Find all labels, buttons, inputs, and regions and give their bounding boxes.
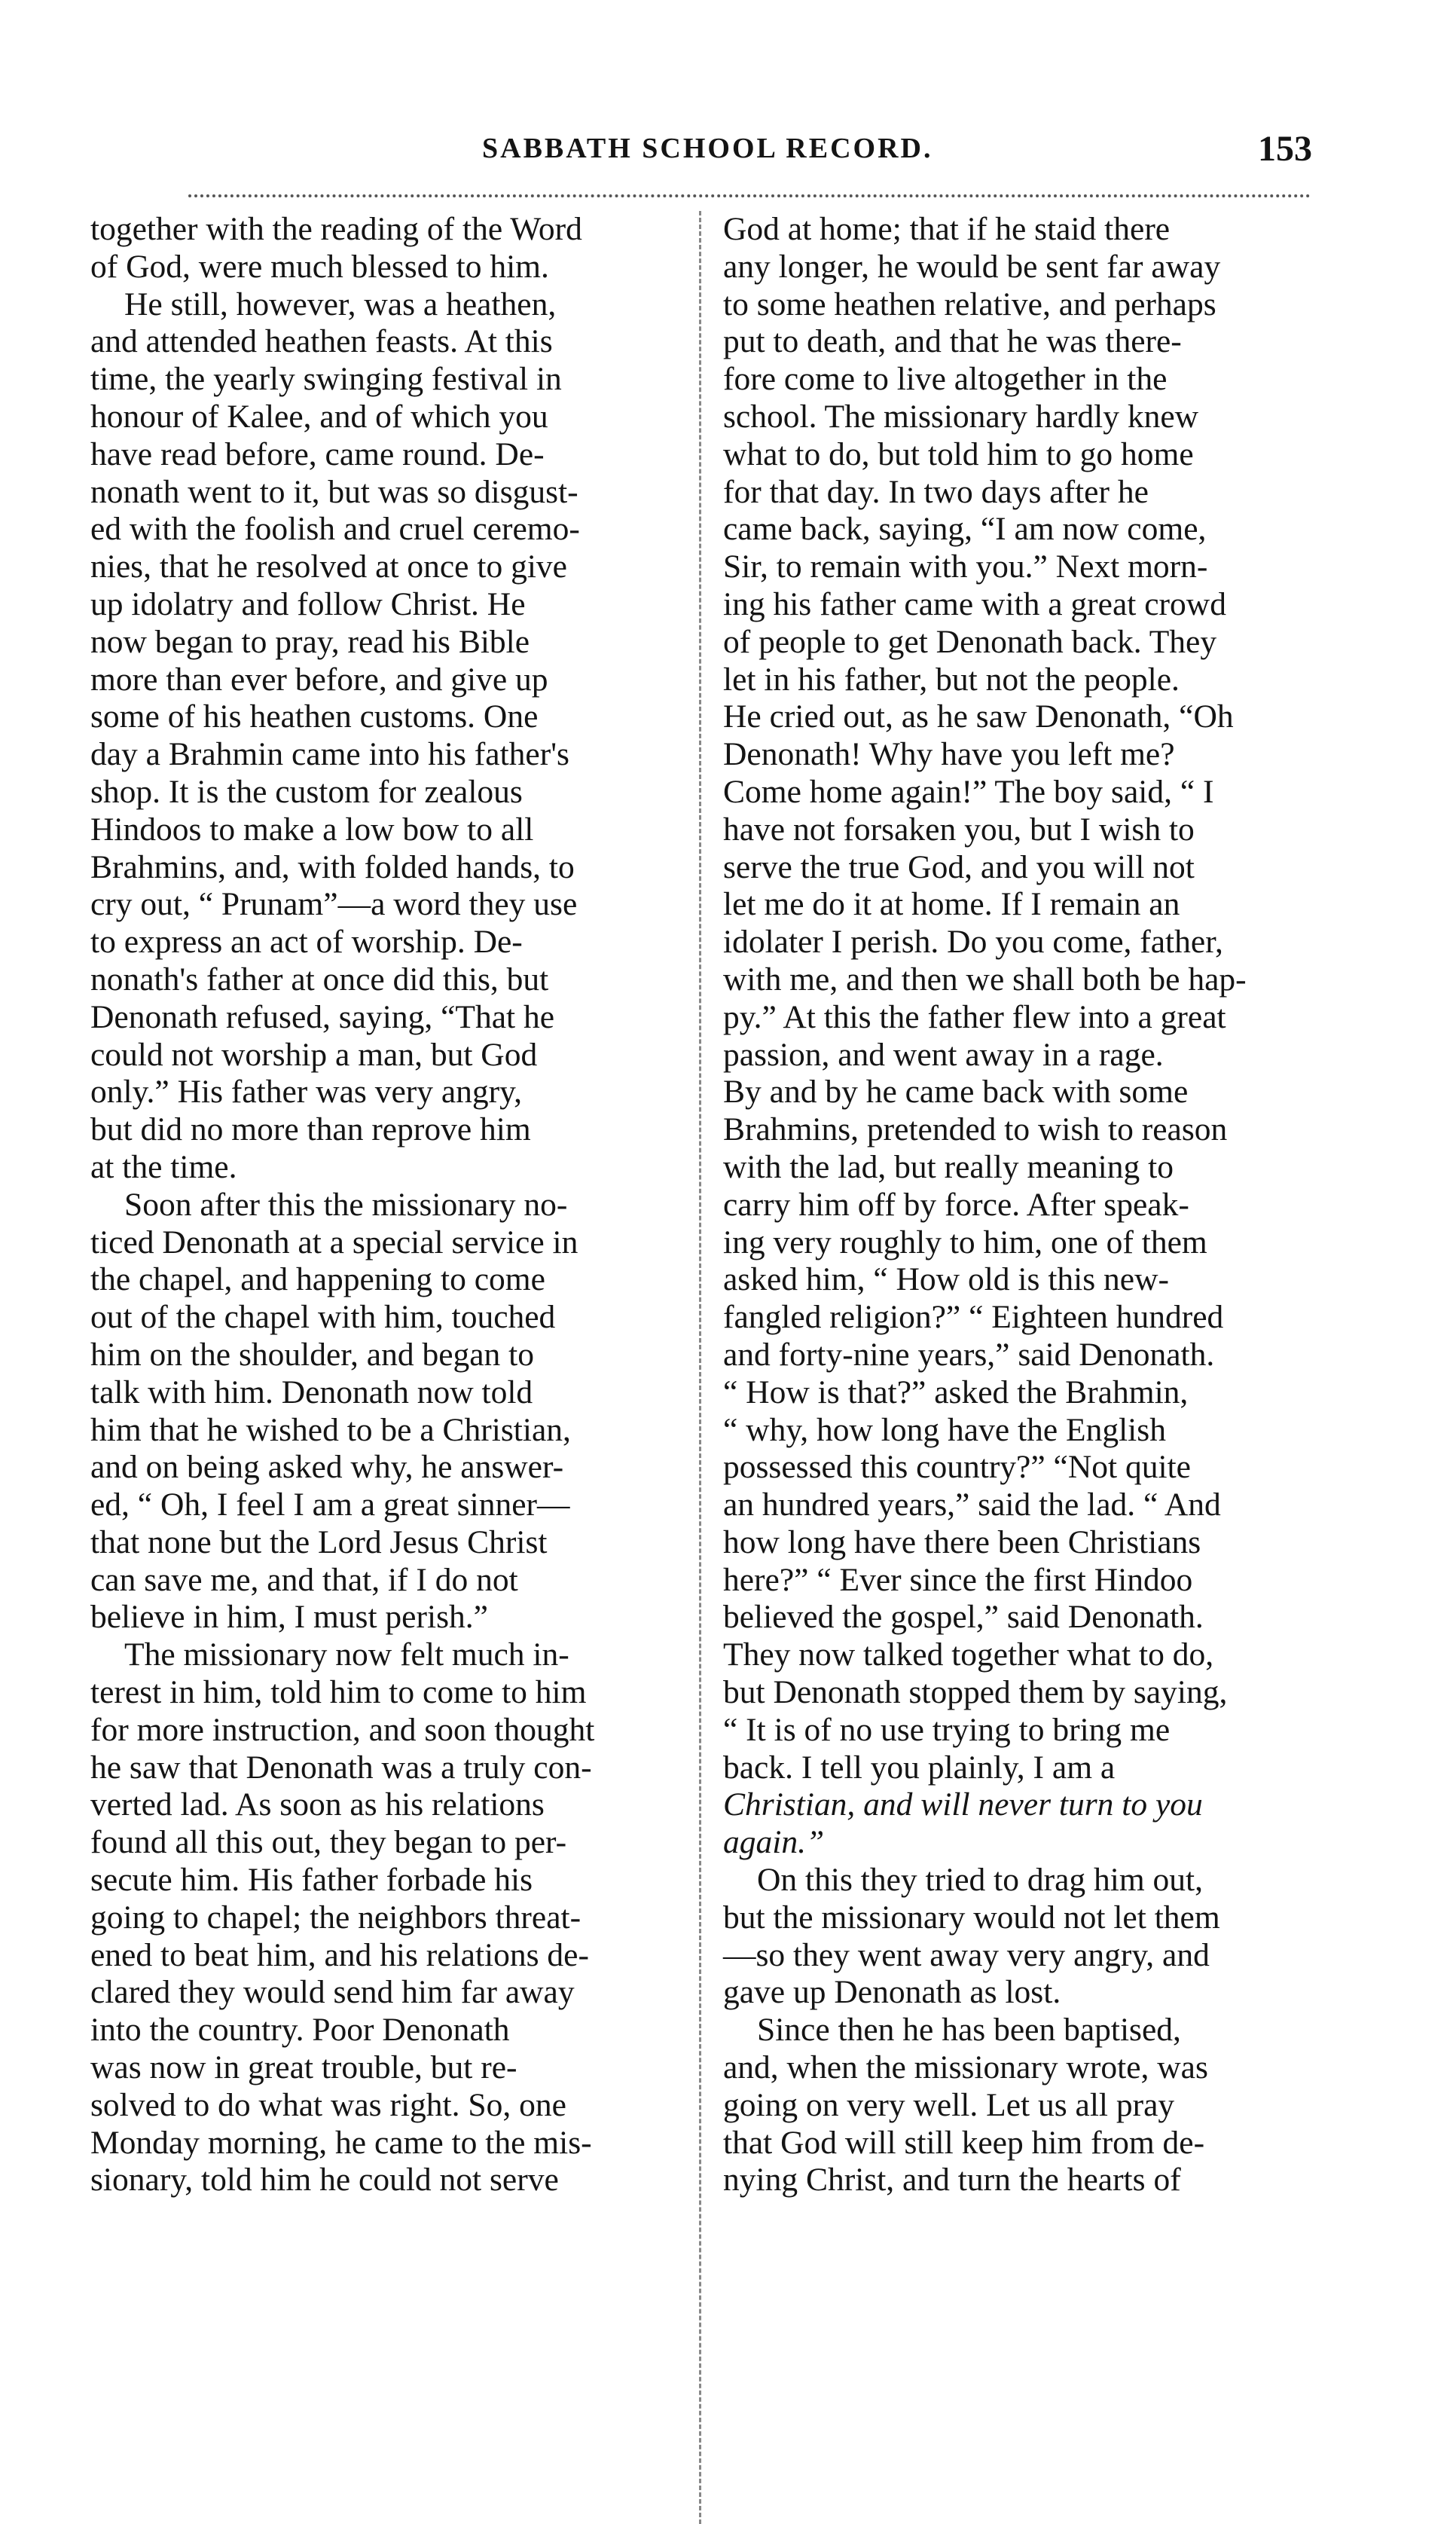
text-line: possessed this country?” “Not quite: [723, 1449, 1191, 1486]
text-line: here?” “ Ever since the first Hindoo: [723, 1561, 1193, 1598]
text-line: nying Christ, and turn the hearts of: [723, 2162, 1181, 2199]
text-line: with the lad, but really meaning to: [723, 1148, 1174, 1185]
text-line: He still, however, was a heathen,: [124, 286, 557, 322]
text-line: ened to beat him, and his relations de-: [90, 1936, 589, 1973]
text-line: gave up Denonath as lost.: [723, 1974, 1061, 2011]
text-line: fore come to live altogether in the: [723, 361, 1168, 398]
text-line: found all this out, they began to per-: [90, 1824, 567, 1861]
text-line: have not forsaken you, but I wish to: [723, 811, 1195, 848]
text-line: fangled religion?” “ Eighteen hundred: [723, 1299, 1224, 1336]
text-line: into the country. Poor Denonath: [90, 2012, 510, 2049]
text-line: was now in great trouble, but re-: [90, 2049, 517, 2086]
text-line: secute him. His father forbade his: [90, 1862, 533, 1899]
text-line: up idolatry and follow Christ. He: [90, 585, 526, 622]
text-line: clared they would send him far away: [90, 1974, 575, 2011]
text-line: verted lad. As soon as his relations: [90, 1786, 545, 1823]
text-line: have read before, came round. De-: [90, 435, 545, 472]
text-line: talk with him. Denonath now told: [90, 1374, 533, 1410]
header-rule: [188, 194, 1311, 197]
text-line: honour of Kalee, and of which you: [90, 398, 548, 435]
text-line: “ How is that?” asked the Brahmin,: [723, 1374, 1189, 1410]
text-line: shop. It is the custom for zealous: [90, 773, 523, 810]
text-line: believed the gospel,” said Denonath.: [723, 1599, 1204, 1636]
text-line: passion, and went away in a rage.: [723, 1036, 1164, 1073]
text-line: ed with the foolish and cruel ceremo-: [90, 511, 580, 548]
text-line: ticed Denonath at a special service in: [90, 1224, 578, 1260]
text-line: Brahmins, and, with folded hands, to: [90, 848, 575, 885]
text-line: any longer, he would be sent far away: [723, 248, 1221, 285]
text-line: together with the reading of the Word: [90, 211, 582, 247]
text-line: at the time.: [90, 1148, 237, 1185]
text-line: terest in him, told him to come to him: [90, 1674, 587, 1711]
text-line: Brahmins, pretended to wish to reason: [723, 1111, 1228, 1148]
text-line: Hindoos to make a low bow to all: [90, 811, 534, 848]
running-head: SABBATH SCHOOL RECORD.: [482, 133, 933, 164]
text-line: ing very roughly to him, one of them: [723, 1224, 1207, 1260]
text-line: put to death, and that he was there-: [723, 323, 1182, 360]
text-line: day a Brahmin came into his father's: [90, 736, 569, 773]
text-line: and forty-nine years,” said Denonath.: [723, 1336, 1215, 1373]
text-line: They now talked together what to do,: [723, 1636, 1214, 1673]
text-line: believe in him, I must perish.”: [90, 1599, 488, 1636]
text-line: but Denonath stopped them by saying,: [723, 1674, 1228, 1711]
text-line: ing his father came with a great crowd: [723, 585, 1226, 622]
text-line: Come home again!” The boy said, “ I: [723, 773, 1214, 810]
text-line: with me, and then we shall both be hap-: [723, 961, 1247, 998]
text-line: only.” His father was very angry,: [90, 1074, 522, 1111]
text-line: now began to pray, read his Bible: [90, 623, 530, 660]
text-line: The missionary now felt much in-: [124, 1636, 569, 1673]
text-line: —so they went away very angry, and: [723, 1936, 1210, 1973]
text-line: God at home; that if he staid there: [723, 211, 1171, 247]
text-line: him that he wished to be a Christian,: [90, 1411, 571, 1448]
text-line: what to do, but told him to go home: [723, 435, 1194, 472]
text-line: py.” At this the father flew into a great: [723, 998, 1226, 1035]
text-line: again.”: [723, 1824, 825, 1861]
text-line: some of his heathen customs. One: [90, 698, 539, 735]
text-line: of God, were much blessed to him.: [90, 248, 549, 285]
text-line: Sir, to remain with you.” Next morn-: [723, 548, 1208, 585]
text-line: He cried out, as he saw Denonath, “Oh: [723, 698, 1234, 735]
text-line: but the missionary would not let them: [723, 1899, 1220, 1936]
text-line: Denonath refused, saying, “That he: [90, 998, 555, 1035]
text-line: serve the true God, and you will not: [723, 848, 1195, 885]
text-line: and, when the missionary wrote, was: [723, 2049, 1208, 2086]
text-line: time, the yearly swinging festival in: [90, 361, 562, 398]
text-line: Christian, and will never turn to you: [723, 1786, 1203, 1823]
text-line: let me do it at home. If I remain an: [723, 886, 1180, 923]
text-line: “ why, how long have the English: [723, 1411, 1166, 1448]
text-line: that God will still keep him from de-: [723, 2124, 1205, 2161]
text-line: came back, saying, “I am now come,: [723, 511, 1207, 548]
text-line: school. The missionary hardly knew: [723, 398, 1199, 435]
text-line: back. I tell you plainly, I am a: [723, 1749, 1116, 1786]
text-line: to express an act of worship. De-: [90, 924, 523, 961]
text-line: that none but the Lord Jesus Christ: [90, 1523, 548, 1560]
text-line: nonath went to it, but was so disgust-: [90, 473, 578, 510]
text-line: By and by he came back with some: [723, 1074, 1189, 1111]
text-line: he saw that Denonath was a truly con-: [90, 1749, 592, 1786]
page-number: 153: [1258, 129, 1312, 169]
text-line: asked him, “ How old is this new-: [723, 1261, 1170, 1298]
text-line: going on very well. Let us all pray: [723, 2086, 1175, 2123]
text-line: the chapel, and happening to come: [90, 1261, 545, 1298]
text-line: for that day. In two days after he: [723, 473, 1149, 510]
text-line: but did no more than reprove him: [90, 1111, 531, 1148]
column-divider: [699, 211, 701, 2524]
text-line: cry out, “ Prunam”—a word they use: [90, 886, 578, 923]
text-line: sionary, told him he could not serve: [90, 2162, 559, 2199]
text-line: him on the shoulder, and began to: [90, 1336, 535, 1373]
right-column: [723, 211, 1326, 2199]
text-line: let in his father, but not the people.: [723, 661, 1180, 698]
text-line: Monday morning, he came to the mis-: [90, 2124, 592, 2161]
text-line: out of the chapel with him, touched: [90, 1299, 556, 1336]
left-column: [90, 211, 670, 2199]
text-line: nies, that he resolved at once to give: [90, 548, 567, 585]
text-line: nonath's father at once did this, but: [90, 961, 549, 998]
text-line: more than ever before, and give up: [90, 661, 548, 698]
text-line: On this they tried to drag him out,: [757, 1862, 1204, 1899]
text-line: going to chapel; the neighbors threat-: [90, 1899, 581, 1936]
text-line: carry him off by force. After speak-: [723, 1186, 1189, 1223]
text-line: ed, “ Oh, I feel I am a great sinner—: [90, 1487, 570, 1523]
text-line: could not worship a man, but God: [90, 1036, 538, 1073]
text-line: Since then he has been baptised,: [757, 2012, 1181, 2049]
text-line: Soon after this the missionary no-: [124, 1186, 568, 1223]
text-line: solved to do what was right. So, one: [90, 2086, 566, 2123]
text-line: how long have there been Christians: [723, 1523, 1201, 1560]
text-line: “ It is of no use trying to bring me: [723, 1711, 1171, 1748]
text-line: and on being asked why, he answer-: [90, 1449, 564, 1486]
text-line: can save me, and that, if I do not: [90, 1561, 518, 1598]
text-line: an hundred years,” said the lad. “ And: [723, 1487, 1221, 1523]
text-line: of people to get Denonath back. They: [723, 623, 1217, 660]
text-line: for more instruction, and soon thought: [90, 1711, 595, 1748]
text-line: idolater I perish. Do you come, father,: [723, 924, 1223, 961]
text-line: and attended heathen feasts. At this: [90, 323, 553, 360]
text-line: Denonath! Why have you left me?: [723, 736, 1175, 773]
text-line: to some heathen relative, and perhaps: [723, 286, 1216, 322]
